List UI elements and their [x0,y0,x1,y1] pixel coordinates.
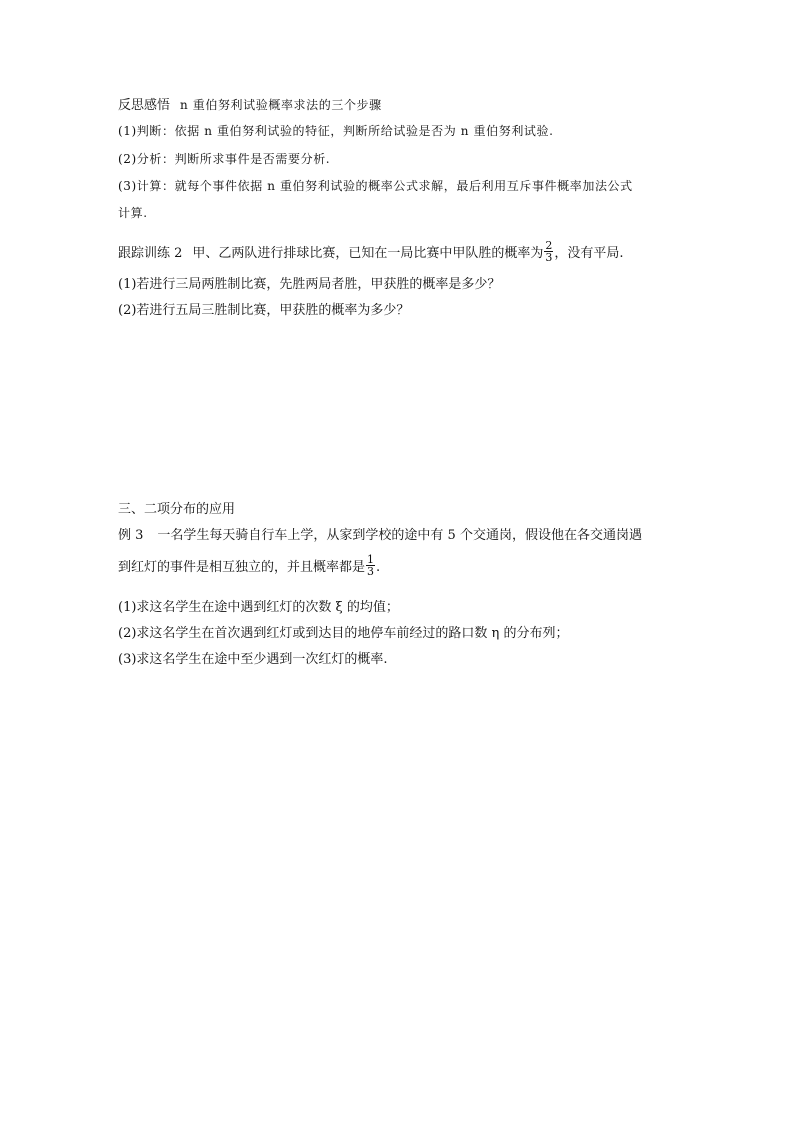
reflection-step-2: (2)分析：判断所求事件是否需要分析. [118,152,331,166]
example-3-question-3: (3)求这名学生在途中至少遇到一次红灯的概率. [118,652,388,667]
reflection-heading [118,96,382,115]
exercise-2-question-1: (1)若进行三局两胜制比赛，先胜两局者胜，甲获胜的概率是多少？ [118,277,501,292]
exercise-2-label: 跟踪训练 2 [118,246,183,261]
exercise-2-question-2: (2)若进行五局三胜制比赛，甲获胜的概率为多少？ [118,303,410,318]
reflection-subtitle: n 重伯努利试验概率求法的三个步骤 [180,98,382,112]
example-3-question-1: (1)求这名学生在途中遇到红灯的次数 ξ 的均值； [118,600,399,615]
reflection-title: 反思感悟 [118,98,171,113]
exercise-2-text-after: ，没有平局. [554,246,624,261]
example-3-question-2: (2)求这名学生在首次遇到红灯或到达目的地停车前经过的路口数 η 的分布列； [118,626,569,641]
exercise-2-statement [118,239,624,265]
fraction-numerator: 1 [367,553,375,566]
example-3-text-line-2-end: . [376,560,381,575]
reflection-step-3-line-2: 计算. [118,206,148,220]
reflection-step-1: (1)判断：依据 n 重伯努利试验的特征，判断所给试验是否为 n 重伯努利试验. [118,124,554,138]
reflection-step-3-line-1: (3)计算：就每个事件依据 n 重伯努利试验的概率公式求解，最后利用互斥事件概率加法公式 [118,179,633,193]
fraction-denominator: 3 [545,251,553,264]
fraction-one-third [366,554,375,577]
example-3-label: 例 3 [118,528,144,543]
exercise-2-text-before: 甲、乙两队进行排球比赛，已知在一局比赛中甲队胜的概率为 [192,246,544,261]
fraction-denominator: 3 [367,565,375,578]
example-3-text-line-1: 一名学生每天骑自行车上学，从家到学校的途中有 5 个交通岗，假设他在各交通岗遇 [157,528,642,543]
fraction-numerator: 2 [545,239,553,252]
example-3-text-line-2: 到红灯的事件是相互独立的，并且概率都是 [118,560,366,575]
fraction-two-thirds [544,240,553,263]
example-3-line-1 [118,527,642,545]
example-3-line-2 [118,553,381,579]
section-3-heading: 三、二项分布的应用 [118,502,236,517]
